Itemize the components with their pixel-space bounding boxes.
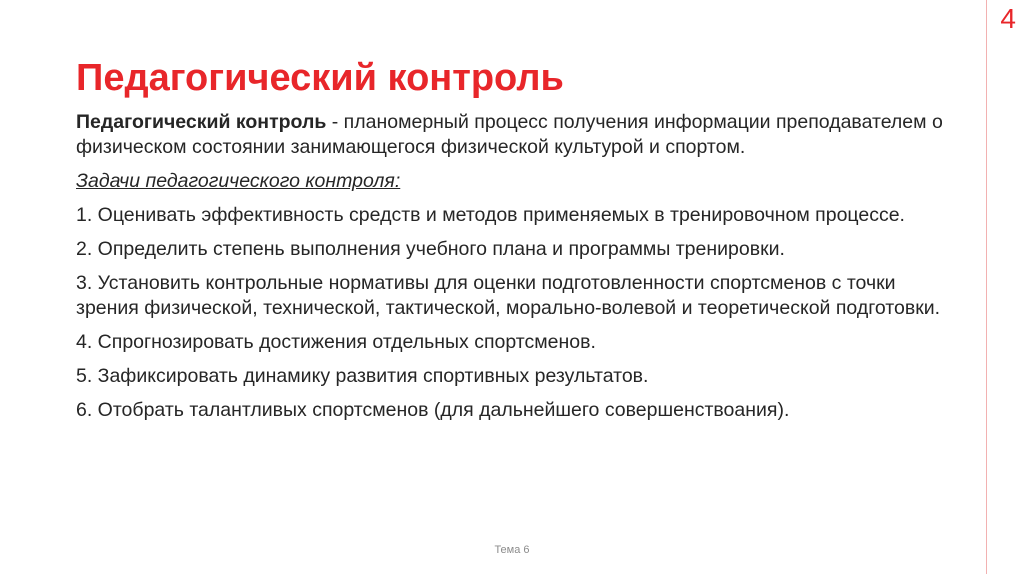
definition-term: Педагогический контроль: [76, 111, 327, 133]
task-item: 4. Спрогнозировать достижения отдельных спортсменов.: [76, 331, 596, 353]
slide-title: Педагогический контроль: [76, 57, 564, 99]
slide-content: [76, 110, 956, 432]
task-item: 5. Зафиксировать динамику развития спортивных результатов.: [76, 365, 649, 387]
slide-edge-line: [986, 0, 987, 574]
task-item: 2. Определить степень выполнения учебного плана и программы тренировки.: [76, 238, 785, 260]
slide-number: 4: [1000, 3, 1016, 34]
tasks-heading-text: Задачи педагогического контроля:: [76, 170, 401, 192]
definition-paragraph: [76, 110, 956, 160]
slide-footer: Тема 6: [494, 544, 530, 556]
task-item: 1. Оценивать эффективность средств и методов применяемых в тренировочном процессе.: [76, 204, 905, 226]
task-item: 3. Установить контрольные нормативы для оценки подготовленности спортсменов с точки зрения физической, технической, тактической, морально-волевой и теоретической подготовки.: [76, 272, 941, 319]
tasks-heading: [76, 169, 956, 194]
definition-text: - планомерный процесс получения информации преподавателем о физическом состоянии занимающегося физической культурой и спортом.: [76, 111, 943, 158]
task-item: 6. Отобрать талантливых спортсменов (для дальнейшего совершенствоания).: [76, 399, 790, 421]
